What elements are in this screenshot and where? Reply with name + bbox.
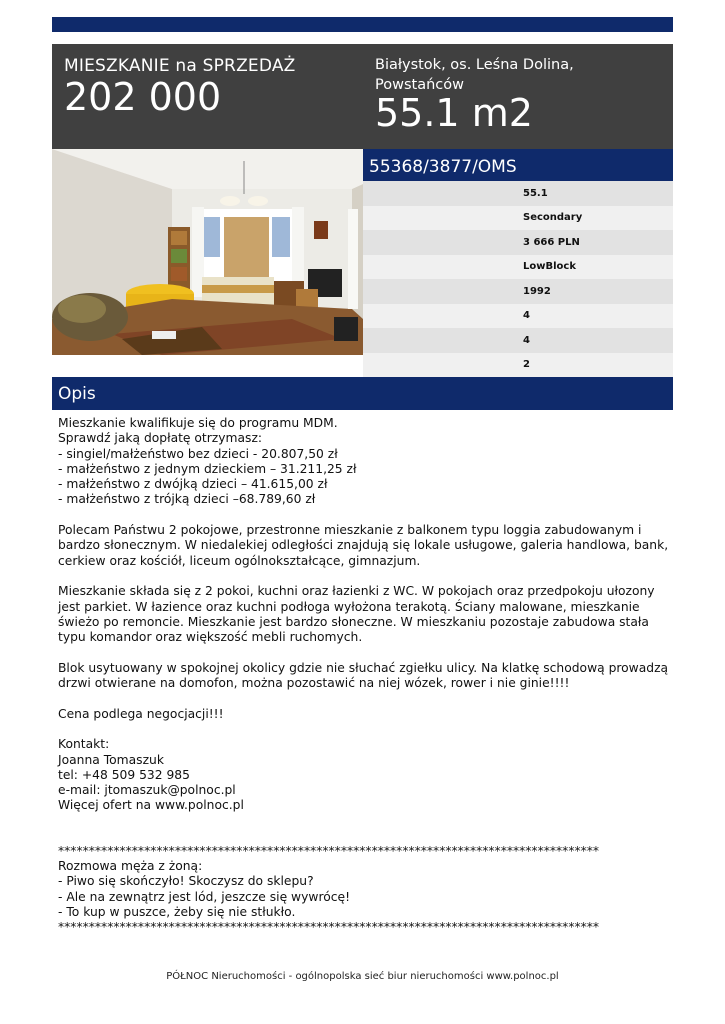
desc-line: Sprawdź jaką dopłatę otrzymasz: — [58, 431, 263, 446]
desc-line: - małżeństwo z jednym dzieckiem – 31.211,25 zł — [58, 461, 357, 476]
joke-line: - Piwo się skończyło! Skoczysz do sklepu? — [58, 874, 314, 889]
param-row: 4 — [363, 304, 673, 329]
contact-line: Więcej ofert na www.polnoc.pl — [58, 798, 244, 813]
desc-paragraph: Cena podlega negocjacji!!! — [58, 706, 224, 721]
description — [58, 416, 673, 936]
contact-line: tel: +48 509 532 985 — [58, 767, 190, 782]
mdm-info — [58, 416, 673, 508]
contact-line: e-mail: jtomaszuk@polnoc.pl — [58, 783, 236, 798]
desc-line: - małżeństwo z dwójką dzieci – 41.615,00 zł — [58, 477, 328, 492]
offer-id: 55368/3877/OMS — [363, 149, 673, 181]
description-heading: Opis — [52, 377, 673, 410]
desc-paragraph: Polecam Państwu 2 pokojowe, przestronne mieszkanie z balkonem typu loggia zabudowanym i bardzo słonecznym. W niedalekiej odległości znajdują się lokale usługowe, galeria handlowa, bank, cerkiew oraz kościół, liceum ogólnokształcące, gimnazjum. — [58, 523, 669, 568]
desc-paragraph: Blok usytuowany w spokojnej okolicy gdzie nie słuchać zgiełku ulicy. Na klatkę schodową prowadzą drzwi otwierane na domofon, można pozostawić na niej wózek, rower i nie ginie!!!! — [58, 660, 669, 691]
parameters-table — [363, 181, 673, 377]
joke — [58, 844, 673, 936]
desc-line: Mieszkanie kwalifikuje się do programu MDM. — [58, 416, 338, 430]
contact-line: Joanna Tomaszuk — [58, 752, 164, 767]
listing-header — [52, 44, 673, 149]
contact-line: Kontakt: — [58, 737, 110, 752]
top-accent-bar — [52, 17, 673, 32]
param-row: 2 — [363, 353, 673, 378]
desc-paragraph: Mieszkanie składa się z 2 pokoi, kuchni oraz łazienki z WC. W pokojach oraz przedpokoju ułozony jest parkiet. W łazience oraz kuchni podłoga wyłożona terakotą. Ściany malowane, mieszkanie świeżo po remoncie. Mieszkanie jest bardzo słoneczne. W mieszkaniu pozostaje zabudowa stała typu komandor oraz większość mebli ruchomych. — [58, 584, 655, 645]
joke-line: **************************************************************************************** — [58, 843, 600, 858]
param-row: LowBlock — [363, 255, 673, 280]
apartment-photo — [52, 149, 363, 355]
footer: PÓŁNOC Nieruchomości - ogólnopolska sieć biur nieruchomości www.polnoc.pl — [166, 971, 559, 982]
param-row: Secondary — [363, 206, 673, 231]
desc-line: - małżeństwo z trójką dzieci –68.789,60 zł — [58, 492, 316, 507]
area: 55.1 m2 — [375, 91, 533, 135]
price: 202 000 — [64, 75, 222, 119]
contact-info — [58, 737, 673, 813]
param-row: 55.1 — [363, 181, 673, 206]
joke-line: - Ale na zewnątrz jest lód, jeszcze się wywrócę! — [58, 889, 351, 904]
joke-line: - To kup w puszce, żeby się nie stłukło. — [58, 904, 296, 919]
param-row: 1992 — [363, 279, 673, 304]
joke-line: **************************************************************************************** — [58, 920, 600, 935]
desc-line: - singiel/małżeństwo bez dzieci - 20.807,50 zł — [58, 446, 338, 461]
param-row: 3 666 PLN — [363, 230, 673, 255]
location: Białystok, os. Leśna Dolina, Powstańców — [375, 57, 574, 93]
joke-line: Rozmowa męża z żoną: — [58, 859, 203, 874]
param-row: 4 — [363, 328, 673, 353]
deal-type: MIESZKANIE na SPRZEDAŻ — [64, 56, 296, 76]
